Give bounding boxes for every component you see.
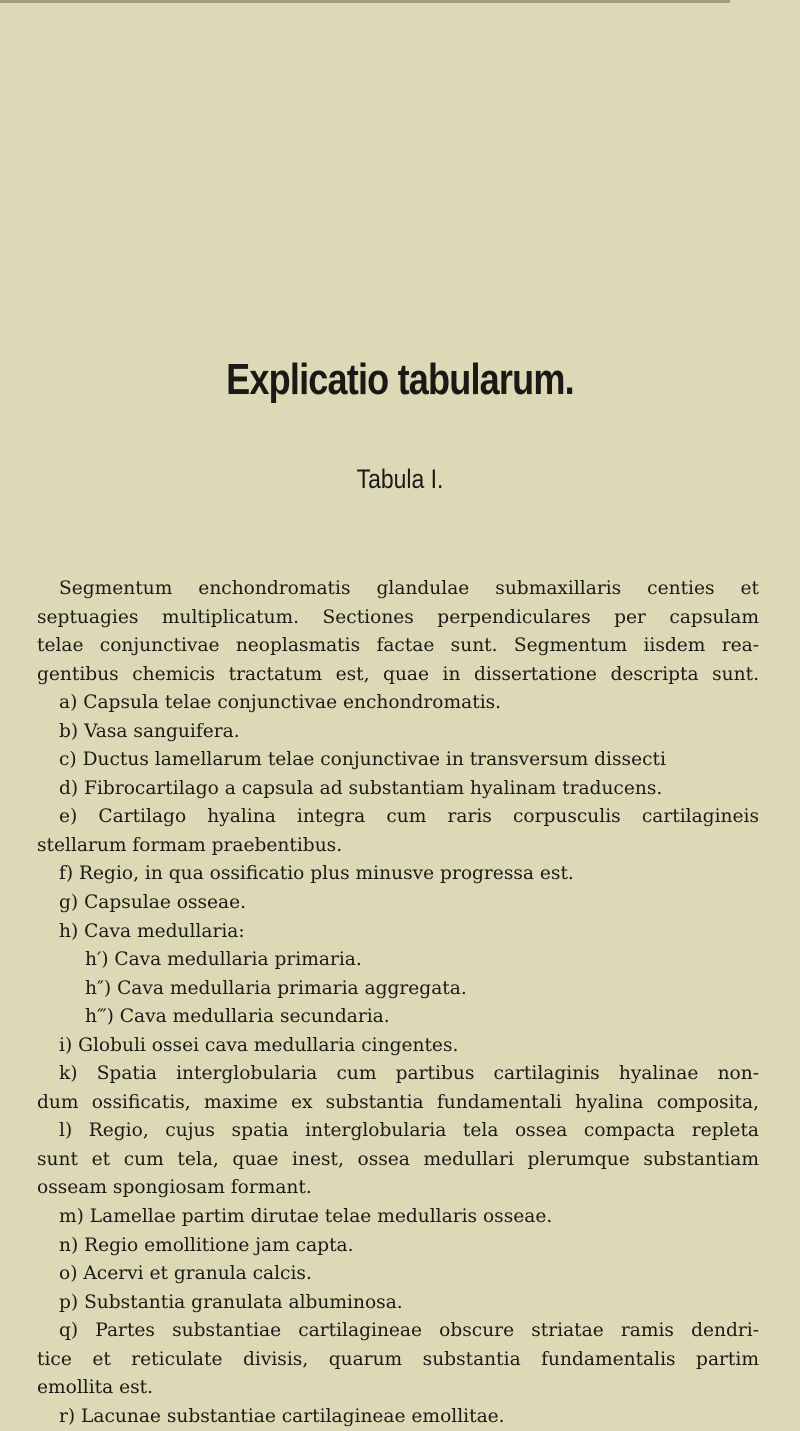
legend-item-h1: h′) Cava medullaria primaria. <box>85 949 362 971</box>
text-line: Segmentum enchondromatis glandulae submaxillaris centies et <box>59 578 759 599</box>
legend-item-k-cont: dum ossificatis, maxime ex substantia fundamentali hyalina composita, <box>37 1091 759 1113</box>
plate-explanation <box>37 575 759 1431</box>
legend-item-p: p) Substantia granulata albuminosa. <box>59 1291 403 1313</box>
legend-item-b: b) Vasa sanguifera. <box>59 720 240 742</box>
legend-item-n: n) Regio emollitione jam capta. <box>59 1234 354 1256</box>
plate-title: Tabula I. <box>356 464 444 494</box>
text-line: telae conjunctivae neoplasmatis factae sunt. Segmentum iisdem rea- <box>37 635 759 657</box>
legend-item-e: e) Cartilago hyalina integra cum raris corpusculis cartilagineis <box>59 806 759 828</box>
text-line: septuagies multiplicatum. Sectiones perpendiculares per capsulam <box>37 606 759 628</box>
legend-item-l-cont: sunt et cum tela, quae inest, ossea medullari plerumque substantiam <box>37 1148 759 1170</box>
legend-item-h: h) Cava medullaria: <box>59 920 245 942</box>
legend-item-l-cont: osseam spongiosam formant. <box>37 1177 312 1199</box>
legend-item-h3: h‴) Cava medullaria secundaria. <box>85 1006 390 1028</box>
legend-item-k: k) Spatia interglobularia cum partibus cartilaginis hyalinae non- <box>59 1063 759 1085</box>
legend-item-l: l) Regio, cujus spatia interglobularia tela ossea compacta repleta <box>59 1120 759 1142</box>
legend-item-e-cont: stellarum formam praebentibus. <box>37 834 343 856</box>
legend-item-i: i) Globuli ossei cava medullaria cingentes. <box>59 1034 459 1056</box>
legend-item-h2: h″) Cava medullaria primaria aggregata. <box>85 977 467 999</box>
legend-item-d: d) Fibrocartilago a capsula ad substantiam hyalinam traducens. <box>59 777 663 799</box>
legend-item-q-cont: emollita est. <box>37 1377 154 1399</box>
legend-item-q-cont: tice et reticulate divisis, quarum substantia fundamentalis partim <box>37 1348 759 1370</box>
legend-item-r: r) Lacunae substantiae cartilagineae emollitae. <box>59 1405 505 1427</box>
legend-item-c: c) Ductus lamellarum telae conjunctivae in transversum dissecti <box>59 749 666 771</box>
text-line: gentibus chemicis tractatum est, quae in dissertatione descripta sunt. <box>37 663 759 685</box>
legend-item-a: a) Capsula telae conjunctivae enchondromatis. <box>59 692 502 714</box>
legend-item-f: f) Regio, in qua ossificatio plus minusve progressa est. <box>59 863 574 885</box>
top-edge-rule <box>0 0 730 3</box>
legend-item-g: g) Capsulae osseae. <box>59 892 247 914</box>
legend-item-q: q) Partes substantiae cartilagineae obscure striatae ramis dendri- <box>59 1320 759 1342</box>
page-title: Explicatio tabularum. <box>226 355 574 404</box>
legend-item-o: o) Acervi et granula calcis. <box>59 1263 312 1285</box>
legend-item-m: m) Lamellae partim dirutae telae medullaris osseae. <box>59 1206 553 1228</box>
